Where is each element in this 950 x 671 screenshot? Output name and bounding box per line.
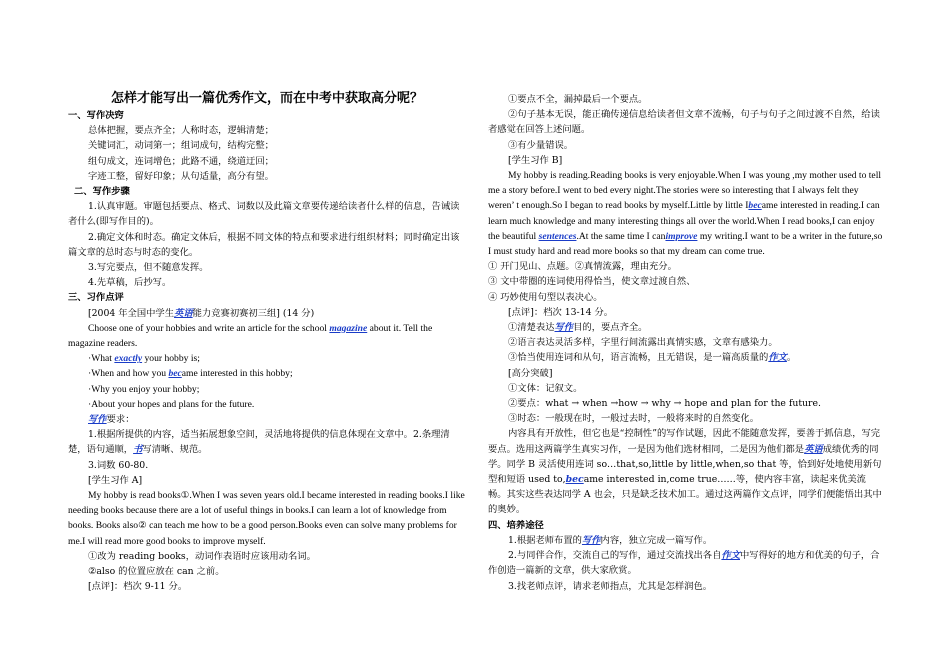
step-2: 2.确定文体和时态。确定文体后，根据不同文体的特点和要求进行组织材料；同时确定出该篇文章的总时态与时态的变化。 [68, 231, 460, 258]
contest-line: [2004 年全国中学生英语能力竞赛初赛初三组] (14 分) [88, 307, 315, 319]
step-1: 1.认真审题。审题包括要点、格式、词数以及此篇文章要传递给读者什么样的信息，告诫读者什么(即写作目的)。 [68, 201, 460, 228]
method-1: 1.根据老师布置的写作内容，独立完成一篇写作。 [508, 534, 713, 546]
task-bullet: ·About your hopes and plans for the future. [88, 398, 255, 410]
note-3: ①要点不全，漏掉最后一个要点。 [508, 94, 648, 105]
requirement-1: 1.根据所提供的内容，适当拓展想象空间，灵活地将提供的信息体现在文章中。2.条理清楚，语句通顺，书写清晰、规范。 [68, 429, 450, 456]
sample-b-text: My hobby is reading.Reading books is very enjoyable.When I was young ,my mother used to tell me a story before.I went to bed every night.The stories were so interesting that I always felt they weren’ t enough.So I began to read books by myself.Little by little Ibecame interested in reading.I can learn much knowledge and many interesting things all over the world.When I read books,I can enjoy the beautiful sentences.At the same time I canimprove my writing.I want to be a writer in the future,so I must study hard and read more books so that my dream can come true. [488, 170, 883, 258]
step-4: 4.先草稿，后抄写。 [88, 277, 172, 289]
tip-line: 总体把握，要点齐全；人称时态，逻辑清楚； [88, 125, 274, 137]
tip-line: 组句成文，连词增色；此路不通，绕道迂回； [88, 155, 274, 167]
analysis-paragraph: 内容具有开放性，但它也是“控制性”的写作试题，因此不能随意发挥，要善于抓信息，写完要点。选用这两篇学生真实习作，一是因为他们选材相同，二是因为他们都是英语成绩优秀的同学。同学 B 灵活使用连词 so…that,so,little by little,when,so that 等，恰到好处地使用新句型和短语 used to,became interested in,come true……等，使内容丰富，读起来优美流畅。其实这些表达同学 A 也会，只是缺乏技术加工。通过这两篇作文点评，同学们便能悟出其中的奥妙。 [488, 428, 882, 516]
task-bullet: ·When and how you became interested in this hobby; [88, 368, 293, 380]
note-1: ①改为 reading books，动词作表语时应该用动名词。 [88, 550, 316, 562]
key-point-2: ②要点：what → when →how → why → hope and plan for the future. [508, 398, 821, 410]
comment-3: ④ 巧妙使用句型以表决心。 [488, 291, 603, 303]
evaluation-1: ①清楚表达写作目的，要点齐全。 [508, 322, 648, 334]
score-b: [点评]：档次 13-14 分。 [508, 306, 614, 318]
page-title: 怎样才能写出一篇优秀作文，而在中考中获取高分呢？ [110, 91, 423, 106]
key-point-1: ①文体：记叙文。 [508, 382, 583, 394]
link-bec[interactable]: bec [168, 368, 182, 380]
score-a: [点评]：档次 9-11 分。 [88, 581, 188, 593]
link-improve[interactable]: improve [665, 230, 698, 242]
link-english[interactable]: 英语 [174, 307, 193, 319]
breakthrough-heading: [高分突破] [508, 367, 553, 379]
task-bullet: ·What exactly your hobby is; [88, 353, 200, 365]
link-composition[interactable]: 作文 [721, 550, 740, 562]
key-point-3: ③时态：一般现在时，一般过去时，一般将来时的自然变化。 [508, 413, 760, 425]
method-2: 2.与同伴合作，交流自己的写作，通过交流找出各自作文中写得好的地方和优美的句子，合作创造一篇新的文章，供大家欣赏。 [488, 550, 880, 577]
note-2: ②also 的位置应放在 can 之前。 [88, 566, 225, 578]
link-bec[interactable]: bec [565, 474, 584, 486]
comment-1: ① 开门见山、点题。②真情流露，理由充分。 [488, 261, 677, 273]
method-3: 3.找老师点评，请求老师指点，尤其是怎样润色。 [508, 580, 713, 592]
section-heading-4: 四、培养途径 [488, 519, 544, 531]
task-prompt: Choose one of your hobbies and write an article for the school magazine about it. Tell the magazine readers. [68, 322, 433, 350]
requirements-label: 写作要求： [88, 414, 135, 426]
tip-line: 关键词汇，动词第一；组词成句，结构完整； [88, 140, 274, 152]
note-4: ②句子基本无误，能正确传递信息给读者但文章不流畅，句子与句子之间过渡不自然，给读者感觉在回答上述问题。 [488, 109, 880, 136]
link-sentences[interactable]: sentences [538, 230, 577, 242]
section-heading-2: 二、写作步骤 [74, 186, 130, 198]
link-exactly[interactable]: exactly [114, 353, 143, 365]
section-heading-1: 一、写作决窍 [68, 110, 124, 121]
link-composition[interactable]: 作文 [768, 352, 787, 364]
link-writing[interactable]: 写作 [581, 534, 601, 546]
task-bullet: ·Why you enjoy your hobby; [88, 383, 200, 395]
evaluation-2: ②语言表达灵活多样，字里行间流露出真情实感，文章有感染力。 [508, 337, 778, 349]
link-english[interactable]: 英语 [804, 443, 823, 455]
link-shu[interactable]: 书 [133, 444, 143, 456]
link-magazine[interactable]: magazine [329, 322, 368, 334]
note-5: ③有少量错误。 [508, 139, 574, 151]
link-bec[interactable]: bec [748, 200, 762, 212]
evaluation-3: ③恰当使用连词和从句，语言流畅，且无错误，是一篇高质量的作文。 [508, 352, 797, 364]
requirement-2: 3.词数 60-80. [88, 459, 149, 471]
section-heading-3: 三、习作点评 [68, 292, 124, 304]
left-column [68, 108, 466, 595]
tip-line: 字迹工整，留好印象；从句适量，高分有望。 [88, 170, 274, 182]
sample-a-label: [学生习作 A] [88, 474, 143, 486]
comment-2: ③ 文中带圈的连词使用得恰当，使文章过渡自然、 [488, 276, 696, 288]
step-3: 3.写完要点，但不随意发挥。 [88, 262, 209, 274]
link-writing[interactable]: 写作 [554, 322, 574, 334]
sample-b-label: [学生习作 B] [508, 154, 563, 166]
link-writing[interactable]: 写作 [88, 414, 107, 426]
sample-a-text: My hobby is read books①.When I was seven years old.I became interested in reading books.I like needing books because there are a lot of useful things in books.I can learn a lot of knowledge from books. Books also② can teach me how to be a good person.Books even can solve many problems for me.I will read more good books to improve myself. [68, 490, 465, 547]
right-column [488, 92, 884, 594]
